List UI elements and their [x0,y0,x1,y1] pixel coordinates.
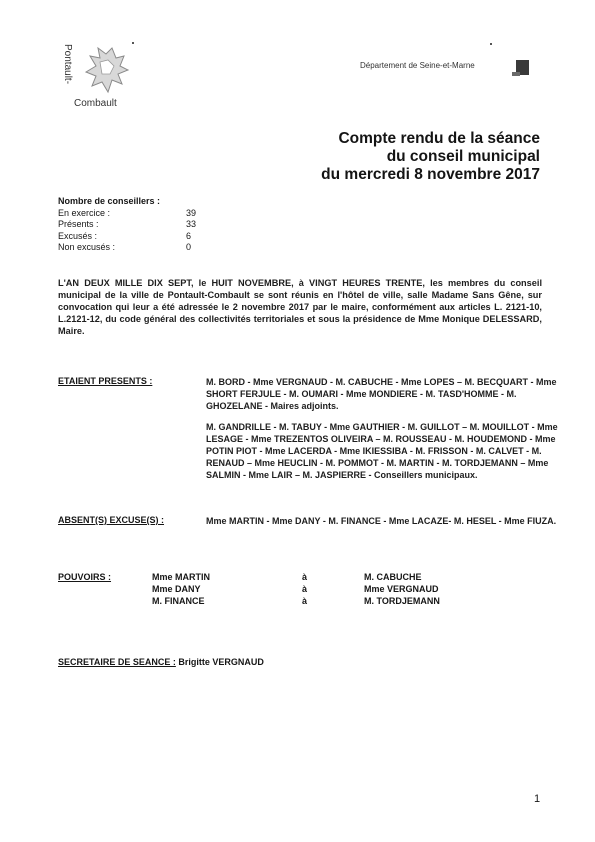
stat-row [58,208,218,220]
conseillers-list: M. GANDRILLE - M. TABUY - Mme GAUTHIER - M. GUILLOT – M. MOUILLOT - Mme LESAGE - Mme TREZENTOS OLIVEIRA – M. ROUSSEAU - M. HOUDEMOND - Mme POTIN PIOT - Mme LACERDA - Mme IKIESSIBA - M. FRISSON - M. CALVET - M. RENAUD – Mme HEUCLIN - M. POMMOT - M. MARTIN - M. TORDJEMANN – Mme SALMIN - Mme LAIR – M. JASPIERRE - Conseillers municipaux. [206,422,558,480]
absents-label: ABSENT(S) EXCUSE(S) : [58,515,165,525]
stat-value: 6 [186,230,192,241]
stat-label: En exercice : [58,207,111,218]
pouvoir-from: Mme MARTIN [152,572,210,582]
stat-value: 39 [186,207,197,218]
secretary-label: SECRETAIRE DE SEANCE : [58,657,176,667]
absents-list: Mme MARTIN - Mme DANY - M. FINANCE - Mme LACAZE- M. HESEL - Mme FIUZA. [206,516,557,526]
stat-row [58,231,218,243]
pouvoir-to: M. TORDJEMANN [364,596,440,606]
scan-speck [132,42,134,44]
secretary-name: Brigitte VERGNAUD [178,657,264,667]
page-number: 1 [534,793,541,805]
stat-label: Non excusés : [58,242,116,252]
page-title [321,130,540,184]
stat-label: Excusés : [58,230,98,241]
stat-label: Présents : [58,219,99,229]
department-marker-small [512,72,520,76]
stat-row [58,219,218,231]
stat-value: 0 [186,242,192,252]
adjoints-list: M. BORD - Mme VERGNAUD - M. CABUCHE - Mme LOPES – M. BECQUART - Mme SHORT FERJULE - M. OUMARI - Mme MONDIERE - M. TASD'HOMME - M. GHOZELANE - Maires adjoints. [206,377,557,411]
city-logo [62,44,142,112]
councillors-heading: Nombre de conseillers : [58,196,161,206]
pouvoir-to: M. CABUCHE [364,572,422,582]
presents-list [206,376,558,481]
pouvoir-from: M. FINANCE [152,596,205,606]
stat-row [58,242,218,254]
title-line-3: du mercredi 8 novembre 2017 [321,166,540,183]
logo-text-vertical: Pontault- [62,44,73,85]
title-line-2: du conseil municipal [386,148,540,165]
presents-label: ETAIENT PRESENTS : [58,376,153,386]
pouvoir-to-word: à [302,584,308,594]
stat-value: 33 [186,219,197,229]
title-line-1: Compte rendu de la séance [338,130,540,147]
department-label: Département de Seine-et-Marne [360,61,475,70]
intro-paragraph: L'AN DEUX MILLE DIX SEPT, le HUIT NOVEMBRE, à VINGT HEURES TRENTE, les membres du conseil municipal de la ville de Pontault-Combault se sont réunis en l'hôtel de ville, salle Madame Sans Gêne, sur convocation qui leur a été adressée le 2 novembre 2017 par le maire, conformément aux articles L. 2121-10, L.2121-12, du code général des collectivités territoriales et sous la présidence de Mme Monique DELESSARD, Maire. [58,278,542,336]
logo-text-horizontal: Combault [74,98,117,109]
pouvoir-to: Mme VERGNAUD [364,584,439,594]
pouvoir-to-word: à [302,596,308,606]
pouvoir-to-word: à [302,572,308,582]
city-emblem-icon [76,44,136,100]
secretary-line [58,657,264,667]
scan-speck [490,43,492,45]
pouvoir-from: Mme DANY [152,584,201,594]
councillors-count [58,196,218,254]
pouvoirs-label: POUVOIRS : [58,572,112,582]
